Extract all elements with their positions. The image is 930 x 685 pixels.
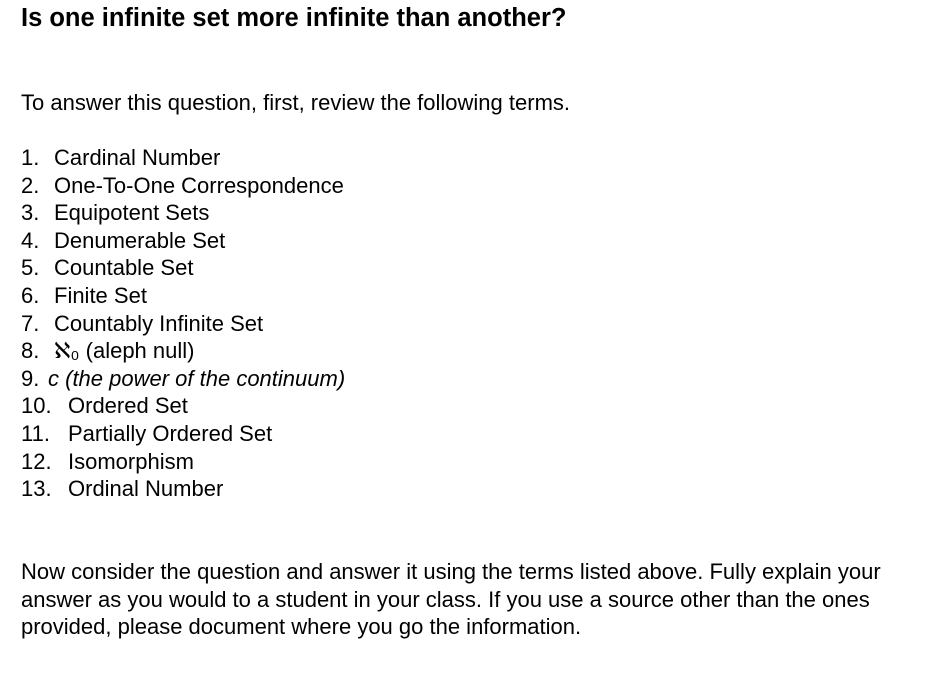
term-text: Equipotent Sets xyxy=(54,200,210,226)
term-text: Cardinal Number xyxy=(54,145,221,170)
term-item xyxy=(21,144,345,172)
term-number: 9. xyxy=(21,365,40,391)
term-text: Countably Infinite Set xyxy=(54,310,264,336)
term-number: 5. xyxy=(21,255,40,281)
term-number: 2. xyxy=(21,172,40,198)
term-text: Finite Set xyxy=(54,282,147,308)
term-item xyxy=(21,227,345,255)
term-number: 3. xyxy=(21,200,40,226)
term-text: Ordinal Number xyxy=(68,476,224,502)
term-item xyxy=(21,310,345,338)
term-text: Denumerable Set xyxy=(54,227,226,253)
term-text: Countable Set xyxy=(54,255,194,281)
intro-text: To answer this question, first, review the following terms. xyxy=(21,90,571,115)
term-item xyxy=(21,365,345,393)
term-number: 12. xyxy=(21,448,52,474)
term-number: 6. xyxy=(21,282,40,308)
term-item xyxy=(21,392,345,420)
terms-list xyxy=(21,144,345,503)
term-item xyxy=(21,420,345,448)
term-text: ℵ₀ (aleph null) xyxy=(54,338,195,364)
closing-instructions: Now consider the question and answer it using the terms listed above. Fully explain your answer as you would to a student in your class. If you use a source other than the ones provided, please document where you go the information. xyxy=(21,559,881,640)
term-item xyxy=(21,448,345,476)
page-title: Is one infinite set more infinite than another? xyxy=(21,4,567,32)
term-text: Partially Ordered Set xyxy=(68,420,273,446)
term-item xyxy=(21,337,345,365)
term-item xyxy=(21,282,345,310)
term-item xyxy=(21,172,345,200)
term-item xyxy=(21,199,345,227)
term-number: 10. xyxy=(21,393,52,419)
term-item xyxy=(21,475,345,503)
term-number: 7. xyxy=(21,310,40,336)
term-text: Isomorphism xyxy=(68,448,194,474)
term-item xyxy=(21,254,345,282)
term-number: 11. xyxy=(21,420,50,446)
term-text: Ordered Set xyxy=(68,393,188,419)
term-number: 8. xyxy=(21,338,40,364)
term-text: One-To-One Correspondence xyxy=(54,172,344,198)
term-number: 4. xyxy=(21,227,40,253)
term-number: 1. xyxy=(21,145,40,170)
term-number: 13. xyxy=(21,476,52,502)
term-text: c (the power of the continuum) xyxy=(48,365,346,391)
